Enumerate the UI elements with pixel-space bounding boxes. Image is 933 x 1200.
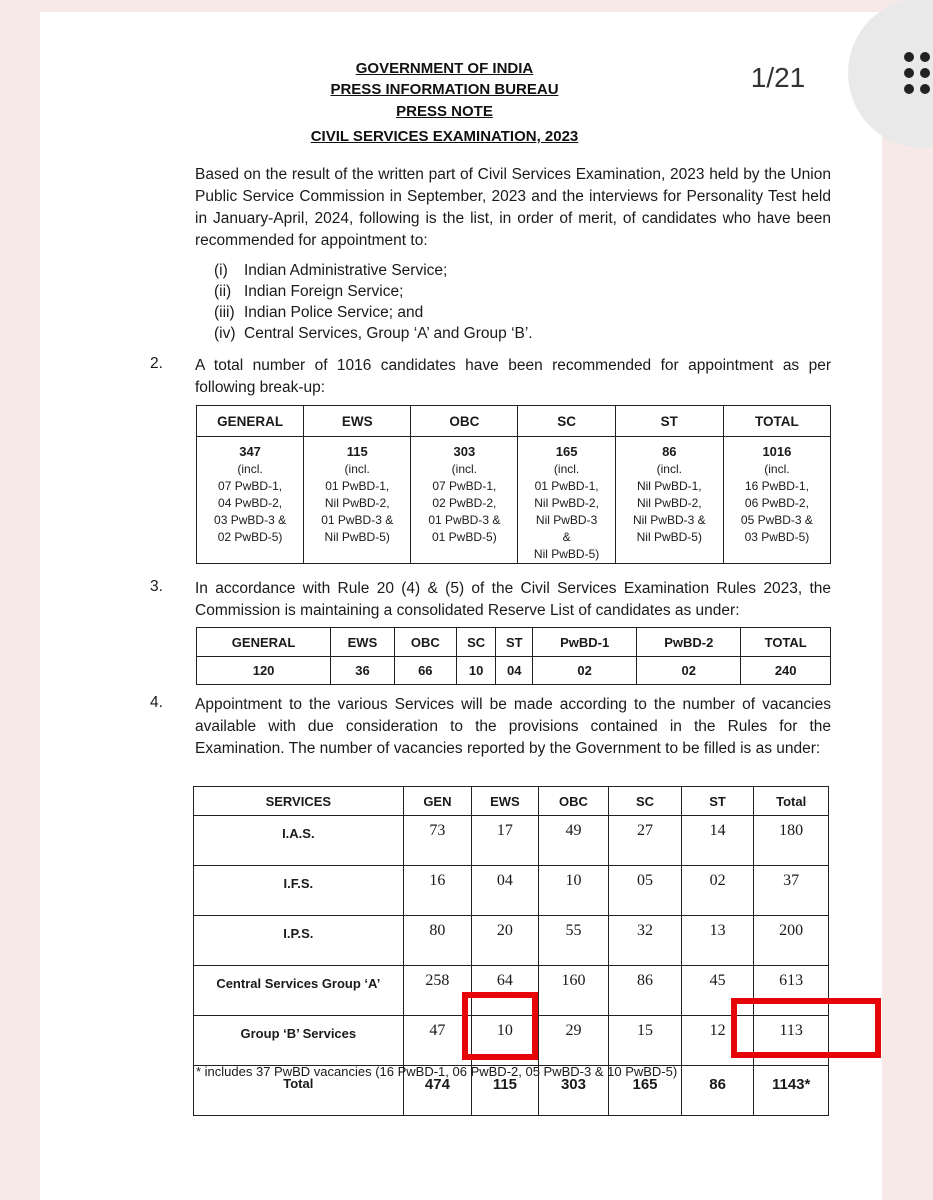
table-cell: 55	[538, 916, 609, 966]
table-cell: 27	[609, 816, 682, 866]
highlight-box-ews-total	[462, 992, 538, 1060]
table-cell: 113	[754, 1016, 829, 1066]
table-header: SC	[456, 628, 496, 657]
table-header: PwBD-1	[533, 628, 637, 657]
table-header: PwBD-2	[637, 628, 741, 657]
table-cell: 32	[609, 916, 682, 966]
para-number: 4.	[150, 694, 163, 711]
table-header: ST	[615, 406, 723, 437]
header-line-1: GOVERNMENT OF INDIA	[355, 60, 534, 77]
table-cell: 180	[754, 816, 829, 866]
table-header: SC	[518, 406, 615, 437]
table-cell: 36	[331, 657, 395, 685]
table-cell: 73	[403, 816, 472, 866]
intro-paragraph: Based on the result of the written part of Civil Services Examination, 2023 held by the Union Public Service Commission in September, 2023 and the interviews for Personality Test held in January-April, 2024, following is the list, in order of merit, of candidates who have been recommended for appointment to:	[195, 166, 831, 249]
table-header: OBC	[411, 406, 518, 437]
table-cell: 115	[472, 1066, 539, 1116]
reserve-list-table	[196, 627, 831, 685]
page-indicator: 1/21	[750, 62, 806, 93]
table-cell: 05	[609, 866, 682, 916]
table-cell: 86	[681, 1066, 754, 1116]
table-cell: 1016 (incl. 16 PwBD-1, 06 PwBD-2, 05 PwBD-3 & 03 PwBD-5)	[723, 437, 830, 564]
table-cell: 1143*	[754, 1066, 829, 1116]
table-cell: 49	[538, 816, 609, 866]
table-row	[194, 816, 829, 866]
table-cell: 02	[681, 866, 754, 916]
table-header: OBC	[394, 628, 456, 657]
table-cell: 258	[403, 966, 472, 1016]
table-cell: 02	[637, 657, 741, 685]
service-name: Group ‘B’ Services	[194, 1016, 404, 1066]
table-cell: 165 (incl. 01 PwBD-1, Nil PwBD-2, Nil PwBD-3 & Nil PwBD-5)	[518, 437, 615, 564]
highlight-box-grand-total	[731, 998, 881, 1058]
list-item: (iii) Indian Police Service; and	[214, 304, 424, 321]
table-cell: 160	[538, 966, 609, 1016]
table-cell: 47	[403, 1016, 472, 1066]
table-cell: 12	[681, 1016, 754, 1066]
table-header: SC	[609, 787, 682, 816]
table-cell: 15	[609, 1016, 682, 1066]
para-3: In accordance with Rule 20 (4) & (5) of the Civil Services Examination Rules 2023, the Commission is maintaining a consolidated Reserve List of candidates as under:	[195, 580, 831, 619]
table-cell: 04	[496, 657, 533, 685]
table-header: TOTAL	[741, 628, 831, 657]
services-list	[214, 260, 533, 344]
table-row	[194, 866, 829, 916]
table-cell: 13	[681, 916, 754, 966]
table-cell: 347 (incl. 07 PwBD-1, 04 PwBD-2, 03 PwBD-3 & 02 PwBD-5)	[197, 437, 304, 564]
service-name: I.A.S.	[194, 816, 404, 866]
table-cell: 200	[754, 916, 829, 966]
list-item: (ii) Indian Foreign Service;	[214, 283, 404, 300]
table-header: ST	[681, 787, 754, 816]
table-cell: 86	[609, 966, 682, 1016]
table-cell: 10	[456, 657, 496, 685]
table-cell: 613	[754, 966, 829, 1016]
header-line-2: PRESS INFORMATION BUREAU	[330, 81, 559, 98]
table-header: EWS	[331, 628, 395, 657]
table-cell: 17	[472, 816, 539, 866]
table-header: GENERAL	[197, 406, 304, 437]
para-number: 2.	[150, 355, 163, 372]
table-cell: 240	[741, 657, 831, 685]
table-cell: 165	[609, 1066, 682, 1116]
table-row	[194, 916, 829, 966]
table-cell: 86 (incl. Nil PwBD-1, Nil PwBD-2, Nil PwBD-3 & Nil PwBD-5)	[615, 437, 723, 564]
para-2: A total number of 1016 candidates have been recommended for appointment as per following break-up:	[195, 357, 831, 396]
table-cell: 303	[538, 1066, 609, 1116]
table-cell: 115 (incl. 01 PwBD-1, Nil PwBD-2, 01 PwBD-3 & Nil PwBD-5)	[304, 437, 411, 564]
list-item: (i) Indian Administrative Service;	[214, 262, 448, 279]
table-header: GENERAL	[197, 628, 331, 657]
header-line-4: CIVIL SERVICES EXAMINATION, 2023	[310, 128, 579, 145]
header-line-3: PRESS NOTE	[396, 103, 493, 120]
table-header: TOTAL	[723, 406, 830, 437]
service-name: Total	[194, 1066, 404, 1116]
table-cell: 474	[403, 1066, 472, 1116]
table-cell: 02	[533, 657, 637, 685]
service-name: Central Services Group ‘A’	[194, 966, 404, 1016]
table-cell: 120	[197, 657, 331, 685]
list-item: (iv) Central Services, Group ‘A’ and Group ‘B’.	[214, 325, 533, 342]
table-header: GEN	[403, 787, 472, 816]
breakup-table	[196, 405, 831, 564]
table-cell: 16	[403, 866, 472, 916]
table-cell: 64	[472, 966, 539, 1016]
table-header: OBC	[538, 787, 609, 816]
table-header: Total	[754, 787, 829, 816]
table-cell: 20	[472, 916, 539, 966]
table-cell: 80	[403, 916, 472, 966]
table-cell: 10	[538, 866, 609, 916]
table-header: EWS	[304, 406, 411, 437]
table-header: SERVICES	[194, 787, 404, 816]
table-cell: 04	[472, 866, 539, 916]
table-cell: 29	[538, 1016, 609, 1066]
table-cell: 66	[394, 657, 456, 685]
footnote: * includes 37 PwBD vacancies (16 PwBD-1, 06 PwBD-2, 05 PwBD-3 & 10 PwBD-5)	[196, 1064, 678, 1079]
table-cell: 303 (incl. 07 PwBD-1, 02 PwBD-2, 01 PwBD-3 & 01 PwBD-5)	[411, 437, 518, 564]
table-cell: 14	[681, 816, 754, 866]
table-cell: 37	[754, 866, 829, 916]
table-cell: 45	[681, 966, 754, 1016]
para-number: 3.	[150, 578, 163, 595]
table-header: ST	[496, 628, 533, 657]
table-header: EWS	[472, 787, 539, 816]
para-4: Appointment to the various Services will be made according to the number of vacancies available with due consideration to the provisions contained in the Rules for the Examination. The number of vacancies reported by the Government to be filled is as under:	[195, 696, 831, 757]
service-name: I.F.S.	[194, 866, 404, 916]
service-name: I.P.S.	[194, 916, 404, 966]
table-cell: 10	[472, 1016, 539, 1066]
